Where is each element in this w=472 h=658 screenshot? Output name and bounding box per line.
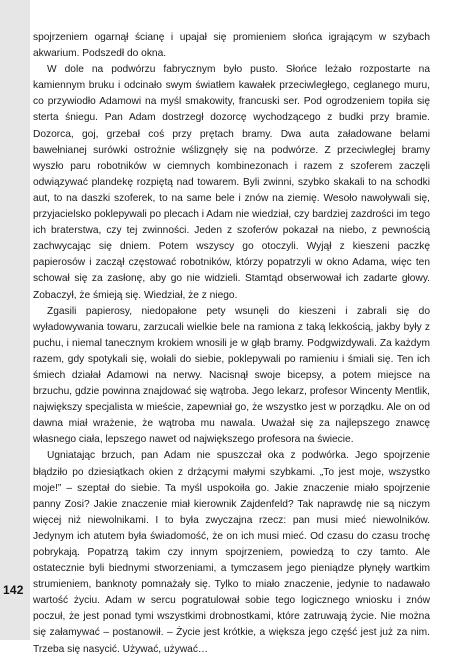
paragraph-1: spojrzeniem ogarnął ścianę i upajał się promieniem słońca igrającym w szybach akwarium. Podszedł do okna. xyxy=(33,32,430,60)
page-number: 142 xyxy=(3,583,24,597)
paragraph-3: Zgasili papierosy, niedopałone pety wsunęli do kieszeni i zabrali się do wyładowywania towaru, zarzucali wielkie bele na ramiona z taką lekkością, jakby były z puchu, i niemal tanecznym krokiem wnosili je w głąb bramy. Podgwizdywali. Za każdym razem, gdy spotykali się, wołali do siebie, poklepywali po ramieniu i śmiali się. Ten ich śmiech działał Adamowi na nerwy. Nacisnął swoje bicepsy, a potem miejsce na brzuchu, gdzie powinna znajdować się wątroba. Jego lekarz, profesor Wincenty Mentlik, największy specjalista w mieście, zapewniał go, że wszystko jest w porządku. Ale on od dawna miał wrażenie, że wątroba mu nawala. Uważał się za najlepszego znawcę własnego ciała, lepszego nawet od największego profesora na świecie. xyxy=(33,305,430,446)
page-margin-bar xyxy=(0,0,30,640)
paragraph-2: W dole na podwórzu fabrycznym było pusto. Słońce leżało rozpostarte na kamiennym bruku i odcinało swym światłem kawałek przeciwległego, ceglanego muru, co przywiodło Adamowi na myśl smakowity, francuski ser. Pod ogrodzeniem topiła się sterta śniegu. Pan Adam dostrzegł dozorcę wychodzącego z budki przy bramie. Dozorca, goj, grzebał coś przy prętach bramy. Dwa auta załadowane belami bawełnianej surówki ostrożnie wślizgnęły się na podwórze. Z przeciwległej bramy wyszło paru robotników w ciemnych kombinezonach i razem z szoferem zaczęli odwiązywać plandekę rozpiętą nad towarem. Byli zwinni, szybko skakali to na schodki aut, to na daszki szoferek, to na same bele i znów na ziemię. Wesoło nawoływali się, przyjacielsko poklepywali po plecach i Adam nie wiedział, czy bardziej zazdrości im tego ich braterstwa, czy tej zwinności. Jeden z szoferów pokazał na niebo, z pewnością zachwycając się dniem. Potem wszyscy go otoczyli. Wyjął z kieszeni paczkę papierosów i zaczął częstować robotników, którzy popatrzyli w okno Adama, więc ten schował się za zasłonę, aby go nie widzieli. Stamtąd obserwował ich zadarte głowy. Zobaczył, że śmieją się. Wiedział, że z niego. xyxy=(33,64,430,301)
body-text xyxy=(33,30,430,658)
paragraph-4: Ugniatając brzuch, pan Adam nie spuszczał oka z podwórka. Jego spojrzenie błądziło po dziesiątkach okien z drżącymi małymi szybkami. „To jest moje, wszystko moje!” – szeptał do siebie. Ta myśl uspokoiła go. Jakie znaczenie miało spojrzenie panny Zosi? Jakie znaczenie miał kierownik Zajdenfeld? Tak naprawdę nie są niczym więcej niż niewolnikami. I to była zwyczajna rzecz: pan musi mieć niewolników. Jedynym ich atutem była świadomość, że on ich musi mieć. Od czasu do czasu trochę pobrykają. Popatrzą takim czy innym spojrzeniem, powiedzą to czy tamto. Ale ostatecznie byli biednymi stworzeniami, a tymczasem jego pieniądze płynęły wartkim strumieniem, banknoty pomnażały się. Tylko to miało znaczenie, jedynie to nadawało wartość życiu. Adam w sercu pogratulował sobie tego logicznego wniosku i znów poczuł, że jest ponad tymi wszystkimi drobnostkami, które zatruwają życie. Nie można się załamywać – postanowił. – Życie jest krótkie, a większa jego część jest już za nim. Trzeba się nasycić. Używać, używać… xyxy=(33,450,430,655)
